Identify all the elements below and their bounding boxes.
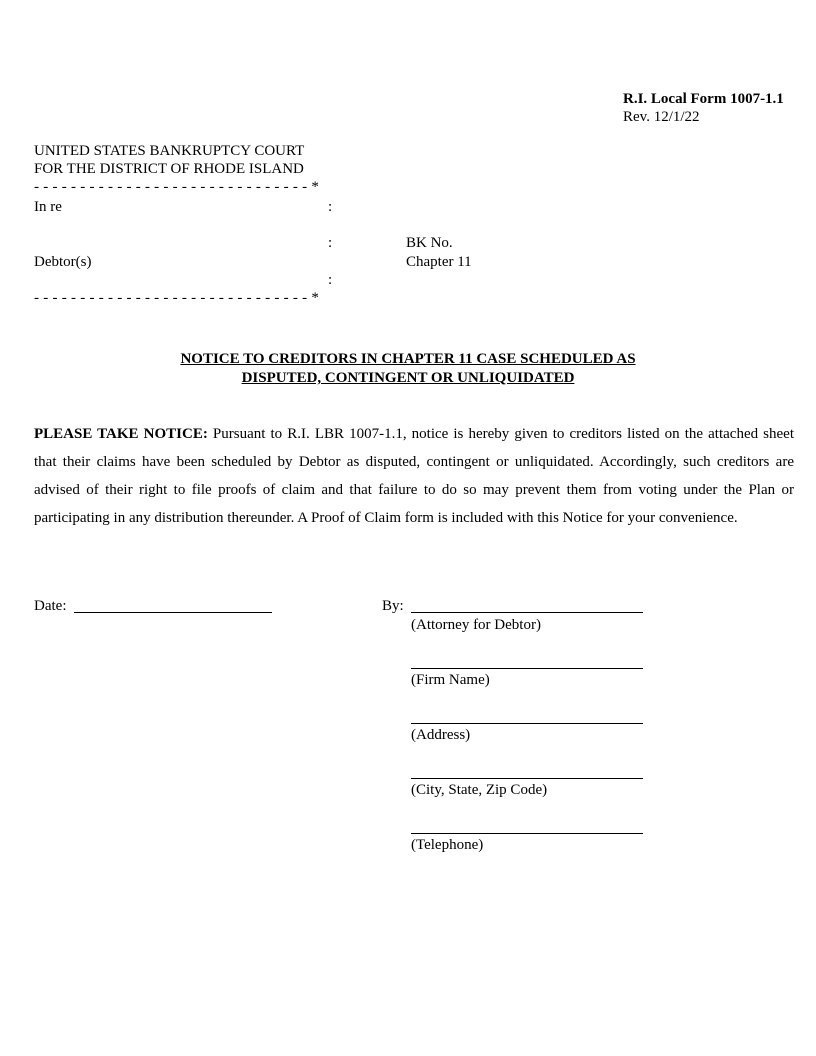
telephone-line[interactable] xyxy=(411,833,643,834)
notice-title-line2: DISPUTED, CONTINGENT OR UNLIQUIDATED xyxy=(241,370,575,386)
firm-name-line[interactable] xyxy=(411,668,643,669)
date-line[interactable] xyxy=(74,612,272,613)
caption-dash-line-top: - - - - - - - - - - - - - - - - - - - - - - - - - - - - - - * xyxy=(34,179,320,195)
chapter-label: Chapter 11 xyxy=(406,254,472,270)
address-line[interactable] xyxy=(411,723,643,724)
notice-paragraph xyxy=(34,420,794,532)
date-label: Date: xyxy=(34,598,67,614)
by-label: By: xyxy=(382,598,404,614)
caption-dash-line-bottom: - - - - - - - - - - - - - - - - - - - - - - - - - - - - - - * xyxy=(34,290,320,306)
attorney-signature-line[interactable] xyxy=(411,612,643,613)
debtor-label: Debtor(s) xyxy=(34,254,92,270)
court-district: FOR THE DISTRICT OF RHODE ISLAND xyxy=(34,161,304,177)
attorney-label: (Attorney for Debtor) xyxy=(411,617,541,633)
court-name: UNITED STATES BANKRUPTCY COURT xyxy=(34,143,305,159)
in-re-label: In re xyxy=(34,199,62,215)
notice-text: Pursuant to R.I. LBR 1007-1.1, notice is hereby given to creditors listed on the attached sheet that their claims have been scheduled by Debtor as disputed, contingent or unliquidated. Accordingly, such creditors are advised of their right to file proofs of claim and that failure to do so may prevent them from voting under the Plan or participating in any distribution thereunder. A Proof of Claim form is included with this Notice for your convenience. xyxy=(34,426,795,526)
firm-name-label: (Firm Name) xyxy=(411,672,490,688)
caption-colon: : xyxy=(328,272,333,288)
form-revision: Rev. 12/1/22 xyxy=(623,109,700,125)
caption-colon: : xyxy=(328,235,333,251)
address-label: (Address) xyxy=(411,727,471,743)
caption-colon: : xyxy=(328,199,333,215)
form-number: R.I. Local Form 1007-1.1 xyxy=(623,91,784,107)
notice-title-line1: NOTICE TO CREDITORS IN CHAPTER 11 CASE SCHEDULED AS xyxy=(180,351,636,367)
city-state-zip-line[interactable] xyxy=(411,778,643,779)
notice-lead: PLEASE TAKE NOTICE: xyxy=(34,426,208,442)
bk-number-label: BK No. xyxy=(406,235,453,251)
telephone-label: (Telephone) xyxy=(411,837,484,853)
city-state-zip-label: (City, State, Zip Code) xyxy=(411,782,548,798)
